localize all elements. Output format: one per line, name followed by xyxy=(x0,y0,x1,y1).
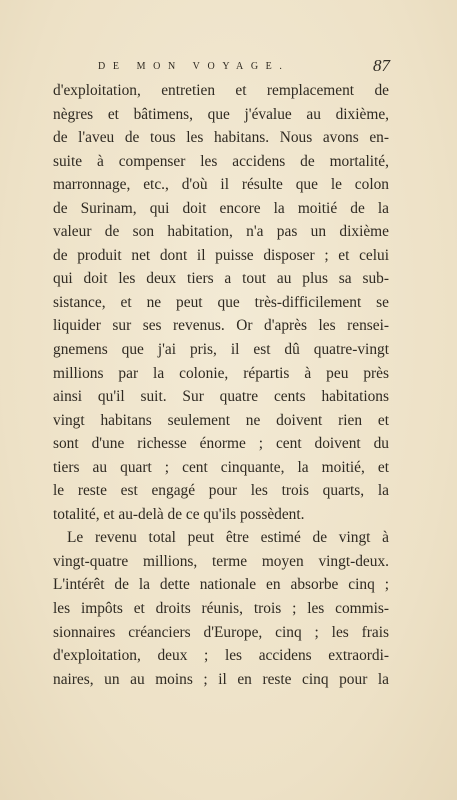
text-line: Le revenu total peut être estimé de vingt à xyxy=(67,529,389,547)
text-line: les impôts et droits réunis, trois ; les commis- xyxy=(53,600,389,618)
text-line: sionnaires créanciers d'Europe, cinq ; les frais xyxy=(53,623,389,641)
text-line: ainsi qu'il suit. Sur quatre cents habitations xyxy=(53,388,389,406)
text-line: sistance, et ne peut que très-difficilement se xyxy=(53,293,389,311)
text-line: suite à compenser les accidens de mortalité, xyxy=(53,152,389,170)
text-line: millions par la colonie, répartis à peu près xyxy=(53,364,389,382)
text-line: d'exploitation, deux ; les accidens extraordi- xyxy=(53,647,389,665)
text-line: vingt-quatre millions, terme moyen vingt-deux. xyxy=(53,552,389,570)
text-line: nègres et bâtimens, que j'évalue au dixième, xyxy=(53,105,389,123)
page-number: 87 xyxy=(373,56,390,75)
text-line: de produit net dont il puisse disposer ; et celui xyxy=(53,246,389,264)
text-line: de Surinam, qui doit encore la moitié de la xyxy=(53,199,389,217)
body-text xyxy=(53,79,389,691)
text-line: le reste est engagé pour les trois quarts, la xyxy=(53,482,389,500)
page-header xyxy=(98,58,398,78)
text-line: sont d'une richesse énorme ; cent doivent du xyxy=(53,435,389,453)
text-line: liquider sur ses revenus. Or d'après les rensei- xyxy=(53,317,389,335)
text-line: naires, un au moins ; il en reste cinq pour la xyxy=(53,670,389,688)
text-line: d'exploitation, entretien et remplacement de xyxy=(53,82,389,99)
text-line: tiers au quart ; cent cinquante, la moitié, et xyxy=(53,458,389,476)
text-line: totalité, et au-delà de ce qu'ils possèdent. xyxy=(53,505,305,523)
text-line: L'intérêt de la dette nationale en absorbe cinq ; xyxy=(53,576,389,594)
text-line: gnemens que j'ai pris, il est dû quatre-vingt xyxy=(53,341,389,359)
text-line: marronnage, etc., d'où il résulte que le colon xyxy=(53,176,389,194)
text-line: vingt habitans seulement ne doivent rien et xyxy=(53,411,389,429)
text-line: qui doit les deux tiers a tout au plus sa sub- xyxy=(53,270,389,288)
text-line: de l'aveu de tous les habitans. Nous avons en- xyxy=(53,129,389,147)
text-line: valeur de son habitation, n'a pas un dixième xyxy=(53,223,389,241)
running-head: DE MON VOYAGE. xyxy=(98,61,290,72)
